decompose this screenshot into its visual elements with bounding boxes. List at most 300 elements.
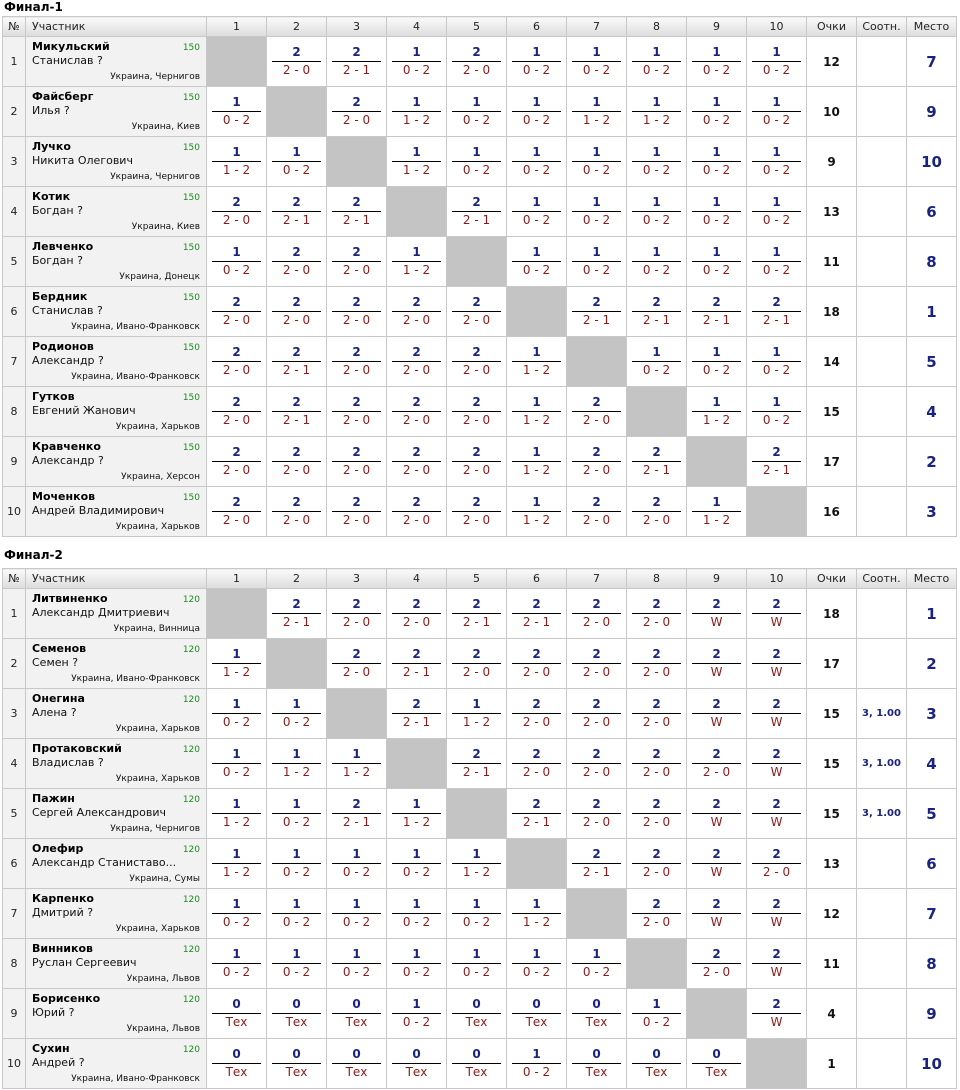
match-result-cell[interactable] <box>387 387 447 437</box>
match-result-cell[interactable] <box>627 739 687 789</box>
match-result-cell[interactable] <box>567 639 627 689</box>
match-result-cell[interactable] <box>567 939 627 989</box>
header-opponent-6[interactable]: 6 <box>507 17 567 37</box>
match-result-cell[interactable] <box>627 237 687 287</box>
match-result-cell[interactable] <box>207 237 267 287</box>
match-points: 1 <box>712 95 721 109</box>
player-rating: 150 <box>182 93 200 103</box>
match-result-cell[interactable] <box>687 889 747 939</box>
match-result-cell[interactable] <box>387 639 447 689</box>
total-points: 1 <box>807 1039 857 1089</box>
match-result-cell[interactable] <box>327 187 387 237</box>
match-score: 2 - 1 <box>402 715 431 729</box>
match-result-cell[interactable] <box>447 889 507 939</box>
match-result-cell[interactable] <box>687 237 747 287</box>
match-score: Тех <box>405 1065 428 1079</box>
match-points: 0 <box>592 997 601 1011</box>
match-result-cell[interactable] <box>447 337 507 387</box>
match-result-cell[interactable] <box>507 87 567 137</box>
row-number: 6 <box>3 287 26 337</box>
match-result-cell[interactable] <box>507 639 567 689</box>
match-result-cell[interactable] <box>747 939 807 989</box>
header-opponent-7[interactable]: 7 <box>567 17 627 37</box>
match-result-cell[interactable] <box>747 337 807 387</box>
player-last-name[interactable]: Файсберг <box>32 90 94 103</box>
player-last-name[interactable]: Родионов <box>32 340 94 353</box>
match-result-cell[interactable] <box>687 839 747 889</box>
player-last-name[interactable]: Микульский <box>32 40 110 53</box>
header-points[interactable]: Очки <box>807 17 857 37</box>
match-result-cell[interactable] <box>447 989 507 1039</box>
match-result-cell[interactable] <box>327 789 387 839</box>
match-result-cell[interactable] <box>687 589 747 639</box>
player-last-name[interactable]: Бердник <box>32 290 88 303</box>
header-no[interactable]: № <box>3 17 26 37</box>
header-ratio[interactable]: Соотн. <box>857 17 907 37</box>
player-last-name[interactable]: Борисенко <box>32 992 101 1005</box>
match-result-cell[interactable] <box>207 839 267 889</box>
player-cell[interactable] <box>26 87 207 137</box>
match-result-cell[interactable] <box>747 287 807 337</box>
match-result-cell[interactable] <box>447 87 507 137</box>
player-cell[interactable] <box>26 739 207 789</box>
match-result-cell[interactable] <box>567 989 627 1039</box>
match-result-cell[interactable] <box>747 739 807 789</box>
match-result-cell[interactable] <box>627 87 687 137</box>
match-result-cell[interactable] <box>567 689 627 739</box>
match-result-cell[interactable] <box>267 137 327 187</box>
match-points: 0 <box>292 1047 301 1061</box>
header-opponent-1[interactable]: 1 <box>207 17 267 37</box>
player-cell[interactable] <box>26 137 207 187</box>
match-result-cell[interactable] <box>567 87 627 137</box>
match-result-cell[interactable] <box>687 137 747 187</box>
match-result-cell[interactable] <box>447 437 507 487</box>
player-rating: 120 <box>182 695 200 705</box>
match-score: 2 - 1 <box>462 765 491 779</box>
match-result-cell[interactable] <box>327 639 387 689</box>
match-points: 2 <box>472 597 481 611</box>
match-score: 2 - 1 <box>342 213 371 227</box>
match-result-cell[interactable] <box>507 37 567 87</box>
player-cell[interactable] <box>26 939 207 989</box>
match-result-cell[interactable] <box>207 187 267 237</box>
match-result-cell[interactable] <box>627 437 687 487</box>
player-last-name[interactable]: Моченков <box>32 490 96 503</box>
header-opponent-8[interactable]: 8 <box>627 17 687 37</box>
match-result-cell[interactable] <box>267 237 327 287</box>
match-result-cell[interactable] <box>207 437 267 487</box>
match-result-cell[interactable] <box>267 739 327 789</box>
match-result-cell[interactable] <box>507 689 567 739</box>
match-result-cell[interactable] <box>687 287 747 337</box>
header-opponent-1[interactable]: 1 <box>207 569 267 589</box>
final-place: 1 <box>907 287 957 337</box>
match-result-cell[interactable] <box>747 589 807 639</box>
match-points: 2 <box>532 747 541 761</box>
player-first-name: Сергей Александрович <box>32 806 167 819</box>
match-points: 2 <box>652 797 661 811</box>
match-score: 0 - 2 <box>702 213 731 227</box>
player-cell[interactable] <box>26 589 207 639</box>
match-result-cell[interactable] <box>207 939 267 989</box>
player-rating: 150 <box>182 193 200 203</box>
match-result-cell[interactable] <box>447 1039 507 1089</box>
header-opponent-2[interactable]: 2 <box>267 17 327 37</box>
match-result-cell[interactable] <box>567 487 627 537</box>
total-points: 10 <box>807 87 857 137</box>
player-last-name[interactable]: Винников <box>32 942 93 955</box>
match-result-cell[interactable] <box>507 237 567 287</box>
player-cell[interactable] <box>26 689 207 739</box>
match-result-cell[interactable] <box>627 337 687 387</box>
header-opponent-3[interactable]: 3 <box>327 569 387 589</box>
tiebreak-ratio <box>857 889 907 939</box>
match-result-cell[interactable] <box>687 187 747 237</box>
match-result-cell[interactable] <box>747 989 807 1039</box>
match-result-cell[interactable] <box>567 387 627 437</box>
match-result-cell[interactable] <box>567 789 627 839</box>
match-result-cell[interactable] <box>207 137 267 187</box>
player-first-name: Александр Дмитриевич <box>32 606 170 619</box>
player-last-name[interactable]: Карпенко <box>32 892 94 905</box>
player-cell[interactable] <box>26 889 207 939</box>
player-last-name[interactable]: Пажин <box>32 792 75 805</box>
player-first-name: Александр ? <box>32 354 104 367</box>
match-result-cell[interactable] <box>627 639 687 689</box>
match-result-cell[interactable] <box>327 37 387 87</box>
match-result-cell[interactable] <box>207 87 267 137</box>
match-result-cell[interactable] <box>327 1039 387 1089</box>
header-participant[interactable]: Участник <box>26 17 207 37</box>
match-result-cell[interactable] <box>267 337 327 387</box>
match-result-cell[interactable] <box>687 37 747 87</box>
match-result-cell[interactable] <box>267 187 327 237</box>
header-opponent-7[interactable]: 7 <box>567 569 627 589</box>
match-result-cell[interactable] <box>627 889 687 939</box>
match-result-cell[interactable] <box>327 387 387 437</box>
match-result-cell[interactable] <box>327 939 387 989</box>
header-opponent-5[interactable]: 5 <box>447 17 507 37</box>
player-cell[interactable] <box>26 337 207 387</box>
match-result-cell[interactable] <box>267 1039 327 1089</box>
match-result-cell[interactable] <box>747 889 807 939</box>
match-result-cell[interactable] <box>687 1039 747 1089</box>
player-cell[interactable] <box>26 237 207 287</box>
match-score: W <box>770 765 783 779</box>
match-result-cell[interactable] <box>387 589 447 639</box>
match-result-cell[interactable] <box>627 839 687 889</box>
match-result-cell[interactable] <box>447 689 507 739</box>
match-result-cell[interactable] <box>687 789 747 839</box>
match-result-cell[interactable] <box>747 137 807 187</box>
match-result-cell[interactable] <box>507 487 567 537</box>
match-result-cell[interactable] <box>747 437 807 487</box>
match-result-cell[interactable] <box>747 237 807 287</box>
match-result-cell[interactable] <box>507 137 567 187</box>
match-result-cell[interactable] <box>327 237 387 287</box>
match-result-cell[interactable] <box>207 487 267 537</box>
player-last-name[interactable]: Литвиненко <box>32 592 108 605</box>
match-result-cell[interactable] <box>687 939 747 989</box>
match-result-cell[interactable] <box>747 639 807 689</box>
match-score: 2 - 0 <box>462 513 491 527</box>
match-points: 2 <box>712 597 721 611</box>
match-result-cell[interactable] <box>207 889 267 939</box>
player-last-name[interactable]: Олефир <box>32 842 84 855</box>
header-opponent-10[interactable]: 10 <box>747 17 807 37</box>
match-points: 2 <box>532 647 541 661</box>
header-opponent-9[interactable]: 9 <box>687 569 747 589</box>
match-result-cell[interactable] <box>447 187 507 237</box>
match-result-cell[interactable] <box>387 287 447 337</box>
player-last-name[interactable]: Котик <box>32 190 71 203</box>
match-result-cell[interactable] <box>507 789 567 839</box>
match-result-cell[interactable] <box>507 187 567 237</box>
match-score: 2 - 0 <box>222 363 251 377</box>
match-result-cell[interactable] <box>567 739 627 789</box>
match-result-cell[interactable] <box>387 87 447 137</box>
match-result-cell[interactable] <box>747 87 807 137</box>
match-points: 2 <box>412 697 421 711</box>
match-result-cell[interactable] <box>627 187 687 237</box>
tiebreak-ratio <box>857 287 907 337</box>
header-opponent-10[interactable]: 10 <box>747 569 807 589</box>
match-result-cell[interactable] <box>267 939 327 989</box>
match-result-cell[interactable] <box>207 789 267 839</box>
match-result-cell[interactable] <box>207 287 267 337</box>
match-result-cell[interactable] <box>747 789 807 839</box>
header-opponent-2[interactable]: 2 <box>267 569 327 589</box>
header-opponent-4[interactable]: 4 <box>387 569 447 589</box>
header-opponent-3[interactable]: 3 <box>327 17 387 37</box>
match-result-cell[interactable] <box>567 589 627 639</box>
match-result-cell[interactable] <box>627 1039 687 1089</box>
match-result-cell[interactable] <box>387 939 447 989</box>
match-result-cell[interactable] <box>327 589 387 639</box>
player-last-name[interactable]: Онегина <box>32 692 85 705</box>
match-result-cell[interactable] <box>267 889 327 939</box>
header-no[interactable]: № <box>3 569 26 589</box>
match-result-cell[interactable] <box>507 989 567 1039</box>
match-result-cell[interactable] <box>447 37 507 87</box>
final-place: 3 <box>907 689 957 739</box>
header-opponent-6[interactable]: 6 <box>507 569 567 589</box>
match-result-cell[interactable] <box>687 639 747 689</box>
match-points: 2 <box>352 597 361 611</box>
total-points: 12 <box>807 889 857 939</box>
match-result-cell[interactable] <box>267 689 327 739</box>
match-result-cell[interactable] <box>627 137 687 187</box>
final-place: 5 <box>907 337 957 387</box>
match-points: 1 <box>412 145 421 159</box>
match-result-cell[interactable] <box>327 739 387 789</box>
match-result-cell[interactable] <box>387 437 447 487</box>
match-result-cell[interactable] <box>507 889 567 939</box>
match-result-cell[interactable] <box>447 639 507 689</box>
match-result-cell[interactable] <box>567 187 627 237</box>
match-result-cell[interactable] <box>327 839 387 889</box>
match-result-cell[interactable] <box>627 689 687 739</box>
match-result-cell[interactable] <box>627 287 687 337</box>
match-result-cell[interactable] <box>267 37 327 87</box>
player-last-name[interactable]: Гутков <box>32 390 75 403</box>
player-cell[interactable] <box>26 37 207 87</box>
match-result-cell[interactable] <box>567 37 627 87</box>
match-result-cell[interactable] <box>447 487 507 537</box>
match-result-cell[interactable] <box>687 337 747 387</box>
match-score: 2 - 0 <box>282 263 311 277</box>
match-result-cell[interactable] <box>207 1039 267 1089</box>
match-points: 2 <box>472 195 481 209</box>
match-points: 2 <box>352 195 361 209</box>
match-result-cell[interactable] <box>567 839 627 889</box>
match-result-cell[interactable] <box>507 939 567 989</box>
match-result-cell[interactable] <box>267 589 327 639</box>
player-last-name[interactable]: Лучко <box>32 140 71 153</box>
player-last-name[interactable]: Протаковский <box>32 742 122 755</box>
match-result-cell[interactable] <box>327 989 387 1039</box>
match-result-cell[interactable] <box>387 1039 447 1089</box>
match-result-cell[interactable] <box>387 137 447 187</box>
match-result-cell[interactable] <box>267 437 327 487</box>
header-ratio[interactable]: Соотн. <box>857 569 907 589</box>
match-result-cell[interactable] <box>627 589 687 639</box>
match-result-cell[interactable] <box>387 487 447 537</box>
match-result-cell[interactable] <box>687 739 747 789</box>
match-result-cell[interactable] <box>687 487 747 537</box>
player-last-name[interactable]: Сухин <box>32 1042 70 1055</box>
match-result-cell[interactable] <box>207 989 267 1039</box>
match-result-cell[interactable] <box>267 989 327 1039</box>
match-result-cell[interactable] <box>507 337 567 387</box>
match-result-cell[interactable] <box>387 789 447 839</box>
match-result-cell[interactable] <box>207 739 267 789</box>
match-result-cell[interactable] <box>567 1039 627 1089</box>
match-result-cell[interactable] <box>387 689 447 739</box>
match-result-cell[interactable] <box>447 589 507 639</box>
match-points: 1 <box>412 797 421 811</box>
match-result-cell[interactable] <box>387 889 447 939</box>
player-cell[interactable] <box>26 789 207 839</box>
match-result-cell[interactable] <box>447 839 507 889</box>
player-cell[interactable] <box>26 187 207 237</box>
table-row <box>3 487 957 537</box>
player-first-name: Юрий ? <box>32 1006 75 1019</box>
match-result-cell[interactable] <box>207 387 267 437</box>
match-result-cell[interactable] <box>567 437 627 487</box>
match-result-cell[interactable] <box>327 337 387 387</box>
match-points: 1 <box>232 847 241 861</box>
player-cell[interactable] <box>26 1039 207 1089</box>
match-result-cell[interactable] <box>447 287 507 337</box>
match-points: 1 <box>232 145 241 159</box>
header-place[interactable]: Место <box>907 17 957 37</box>
player-cell[interactable] <box>26 437 207 487</box>
match-result-cell[interactable] <box>267 487 327 537</box>
match-points: 1 <box>532 445 541 459</box>
match-result-cell[interactable] <box>507 589 567 639</box>
match-result-cell[interactable] <box>567 237 627 287</box>
match-result-cell[interactable] <box>447 387 507 437</box>
header-place[interactable]: Место <box>907 569 957 589</box>
header-opponent-5[interactable]: 5 <box>447 569 507 589</box>
match-result-cell[interactable] <box>207 689 267 739</box>
match-result-cell[interactable] <box>747 387 807 437</box>
player-cell[interactable] <box>26 487 207 537</box>
match-score: Тех <box>225 1015 248 1029</box>
player-cell[interactable] <box>26 639 207 689</box>
match-score: Тех <box>585 1015 608 1029</box>
player-last-name[interactable]: Семенов <box>32 642 87 655</box>
player-cell[interactable] <box>26 989 207 1039</box>
match-result-cell[interactable] <box>327 437 387 487</box>
match-result-cell[interactable] <box>327 487 387 537</box>
header-participant[interactable]: Участник <box>26 569 207 589</box>
self-cell <box>747 1039 807 1089</box>
match-result-cell[interactable] <box>567 137 627 187</box>
match-result-cell[interactable] <box>747 37 807 87</box>
player-last-name[interactable]: Кравченко <box>32 440 101 453</box>
player-rating: 120 <box>182 995 200 1005</box>
match-result-cell[interactable] <box>267 789 327 839</box>
match-result-cell[interactable] <box>687 387 747 437</box>
match-result-cell[interactable] <box>627 487 687 537</box>
match-result-cell[interactable] <box>687 689 747 739</box>
header-opponent-9[interactable]: 9 <box>687 17 747 37</box>
match-result-cell[interactable] <box>747 689 807 739</box>
match-result-cell[interactable] <box>447 137 507 187</box>
match-result-cell[interactable] <box>567 287 627 337</box>
match-result-cell[interactable] <box>267 287 327 337</box>
match-result-cell[interactable] <box>207 639 267 689</box>
player-last-name[interactable]: Левченко <box>32 240 94 253</box>
match-result-cell[interactable] <box>387 37 447 87</box>
header-opponent-8[interactable]: 8 <box>627 569 687 589</box>
player-cell[interactable] <box>26 287 207 337</box>
match-result-cell[interactable] <box>387 989 447 1039</box>
match-result-cell[interactable] <box>447 739 507 789</box>
match-score: 2 - 0 <box>222 313 251 327</box>
match-result-cell[interactable] <box>387 839 447 889</box>
match-result-cell[interactable] <box>387 337 447 387</box>
match-result-cell[interactable] <box>747 839 807 889</box>
match-result-cell[interactable] <box>207 337 267 387</box>
match-result-cell[interactable] <box>627 989 687 1039</box>
header-points[interactable]: Очки <box>807 569 857 589</box>
match-result-cell[interactable] <box>507 739 567 789</box>
match-result-cell[interactable] <box>327 889 387 939</box>
match-result-cell[interactable] <box>507 1039 567 1089</box>
match-score: 2 - 0 <box>582 815 611 829</box>
match-points: 2 <box>592 495 601 509</box>
match-result-cell[interactable] <box>447 939 507 989</box>
match-result-cell[interactable] <box>267 387 327 437</box>
match-result-cell[interactable] <box>627 37 687 87</box>
match-result-cell[interactable] <box>627 789 687 839</box>
match-result-cell[interactable] <box>327 87 387 137</box>
match-result-cell[interactable] <box>387 237 447 287</box>
player-cell[interactable] <box>26 387 207 437</box>
match-result-cell[interactable] <box>687 87 747 137</box>
player-cell[interactable] <box>26 839 207 889</box>
match-result-cell[interactable] <box>327 287 387 337</box>
match-result-cell[interactable] <box>747 187 807 237</box>
header-opponent-4[interactable]: 4 <box>387 17 447 37</box>
match-result-cell[interactable] <box>507 437 567 487</box>
match-result-cell[interactable] <box>267 839 327 889</box>
match-result-cell[interactable] <box>507 387 567 437</box>
